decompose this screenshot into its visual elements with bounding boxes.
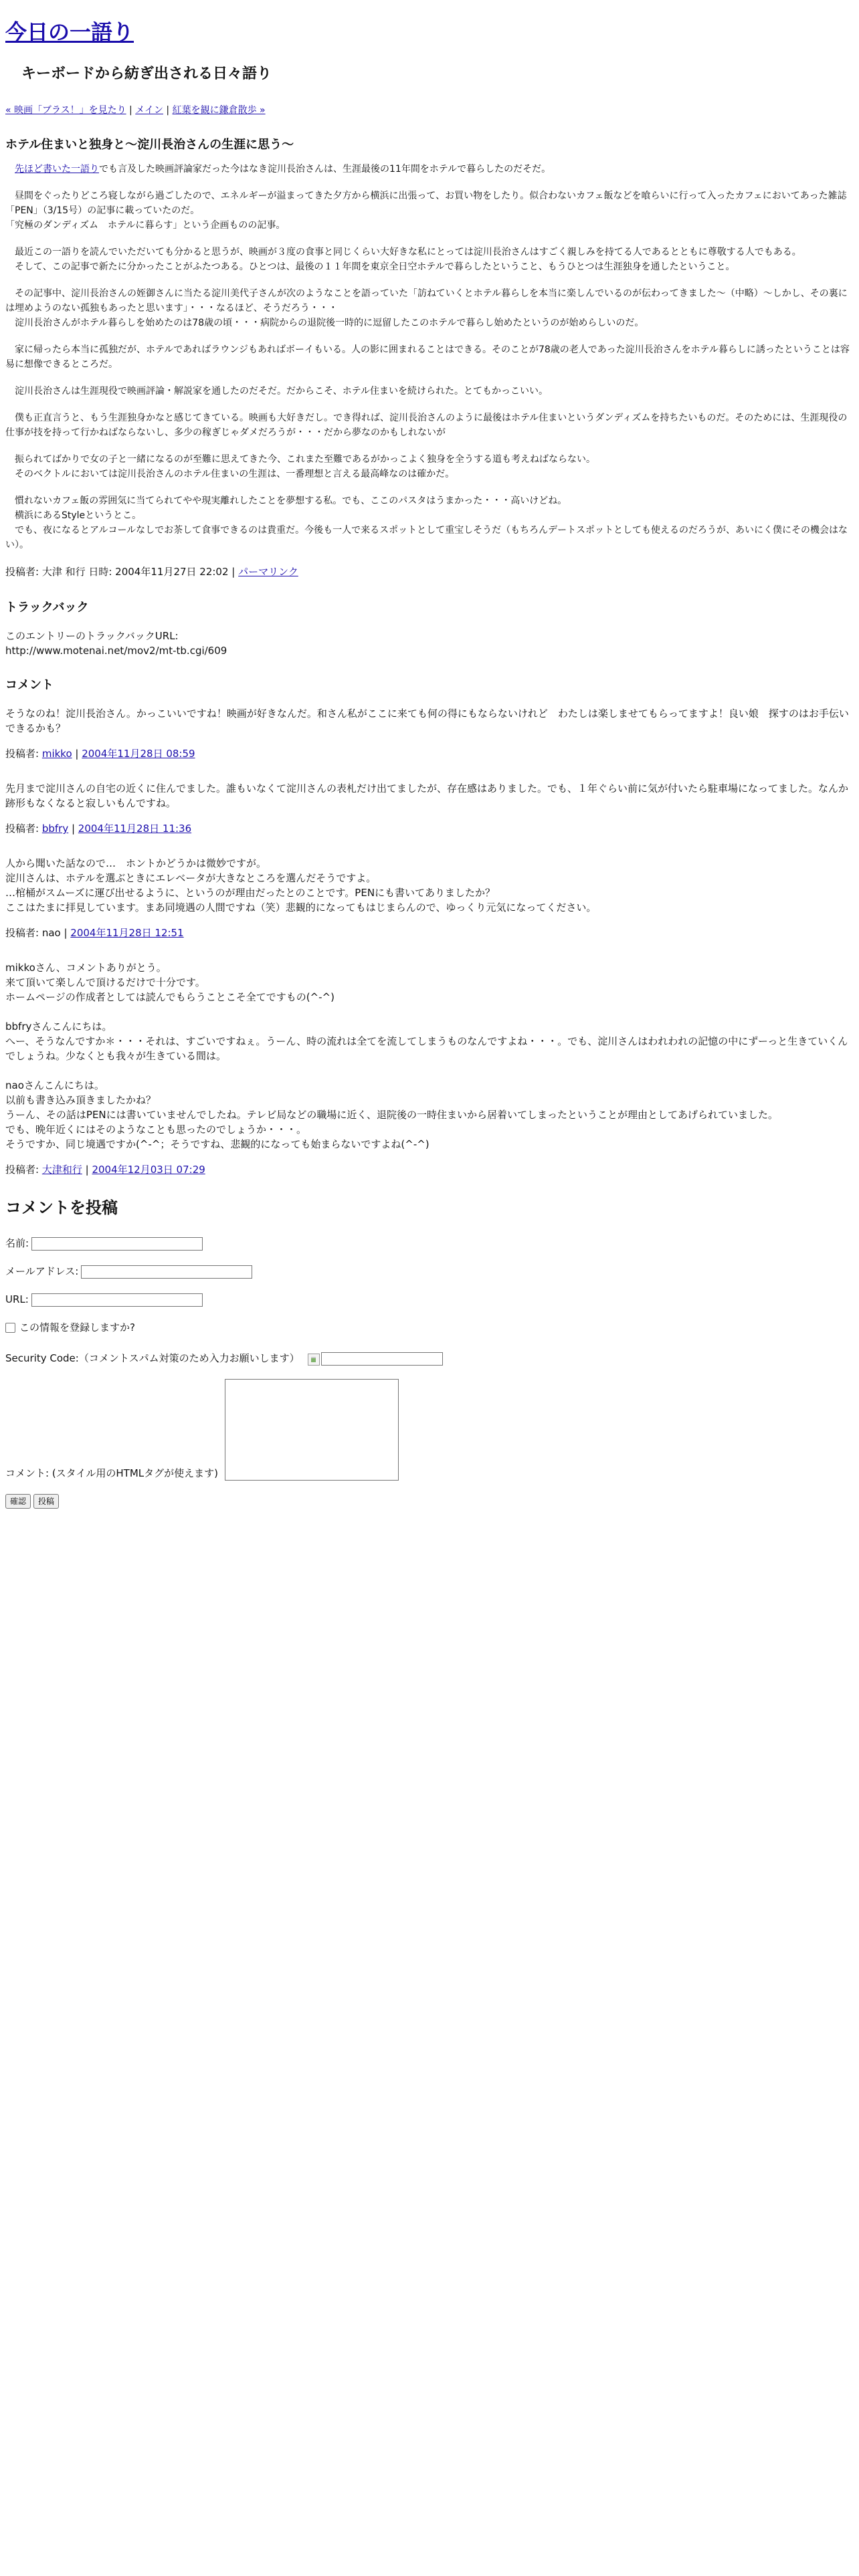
comment-meta — [5, 821, 854, 836]
blog-title-link[interactable]: 今日の一語り — [5, 19, 134, 45]
posted-meta-text: 投稿者: 大津 和行 日時: 2004年11月27日 22:02 | — [5, 566, 239, 578]
email-row — [5, 1264, 854, 1279]
comment-date-link[interactable]: 2004年12月03日 07:29 — [92, 1164, 205, 1176]
comment-body: 人から聞いた話なので… ホントかどうかは微妙ですが。 淀川さんは、ホテルを選ぶときにエレベータが大きなところを選んだそうですよ。 …棺桶がスムーズに運び出せるように、というのが理由だったとのことです。PENにも書いてありましたか？ ここはたまに拝見しています。まあ同境遇の人間ですね（笑）悲観的になってもはじまらんので、ゆっくり元気になってください。 — [5, 857, 597, 914]
comment — [5, 856, 854, 940]
earlier-post-link[interactable]: 先ほど書いた一語り — [15, 164, 99, 175]
name-row — [5, 1236, 854, 1251]
comment-meta — [5, 1162, 854, 1177]
entry-paragraph: 最近この一語りを読んでいただいても分かると思うが、映画が３度の食事と同じくらい大好きな私にとっては淀川長治さんはすごく親しみを持てる人であるとともに尊敬する人でもある。 そして、この記事で新たに分かったことがふたつある。ひとつは、最後の１１年間を東京全日空ホテルで暮らしたということ、もうひとつは生涯独身を通したということ。 — [14, 247, 801, 272]
entry-paragraph: 家に帰ったら本当に孤独だが、ホテルであればラウンジもあればボーイもいる。人の影に囲まれることはできる。そのことが78歳の老人であった淀川長治さんをホテル暮らしに誘ったということは容易に想像できるところだ。 — [5, 344, 850, 370]
post-button[interactable]: 投稿 — [33, 1494, 59, 1509]
entry-paragraph: 淀川長治さんは生涯現役で映画評論・解説家を通したのだそだ。だからこそ、ホテル住まいを続けられた。とてもかっこいい。 — [5, 386, 549, 397]
next-entry-link[interactable]: 紅葉を観に鎌倉散歩 » — [172, 105, 266, 116]
email-input[interactable] — [81, 1265, 252, 1279]
comment-posted-by: 投稿者: — [5, 1164, 42, 1176]
url-input[interactable] — [31, 1293, 203, 1307]
comment-textarea[interactable] — [225, 1379, 399, 1481]
entry-paragraph: 慣れないカフェ飯の雰囲気に当てられてやや現実離れしたことを夢想する私。でも、ここのパスタはうまかった・・・高いけどね。 横浜にあるStyleというとこ。 でも、夜になるとアルコールなしでお茶して食事できるのは貴重だ。今後も一人で来るスポットとして重宝しそうだ（もちろんデートスポットとしても使えるのだろうが、あいにく僕にその機会はない）。 — [5, 496, 848, 550]
nav-separator: | — [126, 105, 136, 116]
security-code-input[interactable] — [321, 1352, 443, 1366]
comment-row — [5, 1379, 854, 1481]
security-label: Security Code:（コメントスパム対策のため入力お願いします） — [5, 1352, 300, 1364]
comment-body: mikkoさん、コメントありがとう。 来て頂いて楽しんで頂けるだけで十分です。 ホームページの作成者としては読んでもらうことこそ全てですもの(^-^) bbfryさんこんにちは。 へー、そうなんですか＊・・・それは、すごいですねぇ。うーん、時の流れは全てを流してしまうものなんですよね・・・。でも、淀川さんはわれわれの記憶の中にずーっと生きていくんでしょうね。少なくとも我々が生きている間は。 naoさんこんにちは。 以前も書き込み頂きましたかね？ うーん、その話はPENには書いていませんでしたね。テレビ局などの職場に近く、退院後の一時住まいから居着いてしまったということが理由としてあげられていました。 でも、晩年近くにはそのようなことも思ったのでしょうか・・・。 そうですか、同じ境遇ですか(^-^；そうですね、悲観的になっても始まらないですよね(^-^) — [5, 962, 848, 1150]
comment-meta — [5, 926, 854, 940]
entry-paragraph — [5, 162, 854, 177]
comment-author-link[interactable]: mikko — [41, 748, 72, 760]
entry-paragraph: その記事中、淀川長治さんの姪御さんに当たる淀川美代子さんが次のようなことを語っていた「訪ねていくとホテル暮らしを本当に楽しんでいるのが伝わってきました〜（中略）〜しかし、その裏には埋めようのない孤独もあったと思います」・・・なるほど、そうだろう・・・ 淀川長治さんがホテル暮らしを始めたのは78歳の頃・・・病院からの退院後一時的に逗留したこのホテルで暮らし始めたというのが始めらしいのだ。 — [5, 288, 848, 328]
comment-author-link[interactable]: bbfry — [41, 823, 69, 835]
remember-label: この情報を登録しますか? — [19, 1321, 135, 1333]
nav-separator: | — [163, 105, 173, 116]
comment-posted-by: 投稿者: nao | — [5, 927, 71, 939]
comment — [5, 960, 854, 1177]
trackback-heading: トラックバック — [5, 601, 89, 615]
name-label: 名前: — [5, 1237, 29, 1249]
trackback-url: このエントリーのトラックバックURL: http://www.motenai.net/mov2/mt-tb.cgi/609 — [5, 630, 227, 657]
comment-posted-by: 投稿者: — [5, 823, 42, 835]
blog-title — [5, 17, 854, 47]
email-label: メールアドレス: — [5, 1265, 79, 1277]
remember-row — [5, 1320, 854, 1335]
prev-entry-link[interactable]: « 映画「ブラス！」を見たり — [5, 105, 126, 116]
security-row — [5, 1351, 854, 1366]
post-comment-heading: コメントを投稿 — [5, 1198, 118, 1217]
blog-description: キーボードから紡ぎ出される日々語り — [21, 66, 272, 82]
entry-title: ホテル住まいと独身と〜淀川長治さんの生涯に思う〜 — [5, 138, 294, 152]
comments-heading: コメント — [5, 678, 54, 692]
comment-posted-by: 投稿者: — [5, 748, 42, 760]
comment-body: 先月まで淀川さんの自宅の近くに住んでました。誰もいなくて淀川さんの表札だけ出てましたが、存在感はありました。でも、１年ぐらい前に気が付いたら駐車場になってました。なんか跡形もなくなると寂しいもんですね。 — [5, 782, 849, 809]
url-row — [5, 1292, 854, 1307]
entry-paragraph: 昼間をぐったりどころ寝しながら過ごしたので、エネルギーが溢まってきた夕方から横浜に出張って、お買い物をしたり。似合わないカフェ飯などを喰らいに行って入ったカフェにおいてあった雑誌「PEN」（3/15号）の記事に載っていたのだ。 「究極のダンディズム ホテルに暮らす」という企画ものの記事。 — [5, 191, 847, 231]
remember-checkbox[interactable] — [5, 1323, 15, 1333]
comment-body: そうなのね！淀川長治さん。かっこいいですね！映画が好きなんだ。和さん私がここに来ても何の得にもならないけれど わたしは楽しませてもらってますよ！良い娘 探すのはお手伝いできるかも？ — [5, 708, 849, 734]
entry-posted-info — [5, 564, 854, 579]
main-link[interactable]: メイン — [135, 105, 163, 116]
comment-label: コメント: (スタイル用のHTMLタグが使えます) — [5, 1467, 218, 1479]
comment-date-link[interactable]: 2004年11月28日 08:59 — [82, 748, 195, 760]
url-label: URL: — [5, 1293, 29, 1305]
captcha-image-icon — [308, 1354, 320, 1366]
comment-author-link[interactable]: 大津和行 — [41, 1164, 82, 1176]
entry-navigation — [5, 103, 854, 118]
form-buttons — [5, 1494, 854, 1509]
comment-separator: | — [82, 1164, 92, 1176]
comment-separator: | — [68, 823, 78, 835]
comment-meta — [5, 746, 854, 761]
comment — [5, 706, 854, 761]
entry-paragraph-text: でも言及した映画評論家だった今はなき淀川長治さんは、生涯最後の11年間をホテルで暮らしたのだそだ。 — [99, 164, 551, 175]
comment — [5, 781, 854, 836]
permalink[interactable]: パーマリンク — [238, 566, 298, 578]
comment-separator: | — [72, 748, 82, 760]
comment-date-link[interactable]: 2004年11月28日 11:36 — [78, 823, 192, 835]
comment-date-link[interactable]: 2004年11月28日 12:51 — [70, 927, 184, 939]
entry-paragraph: 振られてばかりで女の子と一緒になるのが至難に思えてきた今、これまた至難であるがかっこよく独身を全うする道も考えねばならない。 そのベクトルにおいては淀川長治さんのホテル住まいの生涯は、一番理想と言える最高峰なのは確かだ。 — [14, 454, 595, 479]
name-input[interactable] — [31, 1237, 203, 1251]
comment-form — [5, 1236, 854, 1509]
preview-button[interactable]: 確認 — [5, 1494, 31, 1509]
entry-paragraph: 僕も正直言うと、もう生涯独身かなと感じてきている。映画も大好きだし。でき得れば、淀川長治さんのように最後はホテル住まいというダンディズムを持ちたいものだ。そのためには、生涯現役の仕事が技を持って行かねばならないし、多少の稼ぎじゃダメだろうが・・・だから夢なのかもしれないが — [5, 413, 848, 438]
